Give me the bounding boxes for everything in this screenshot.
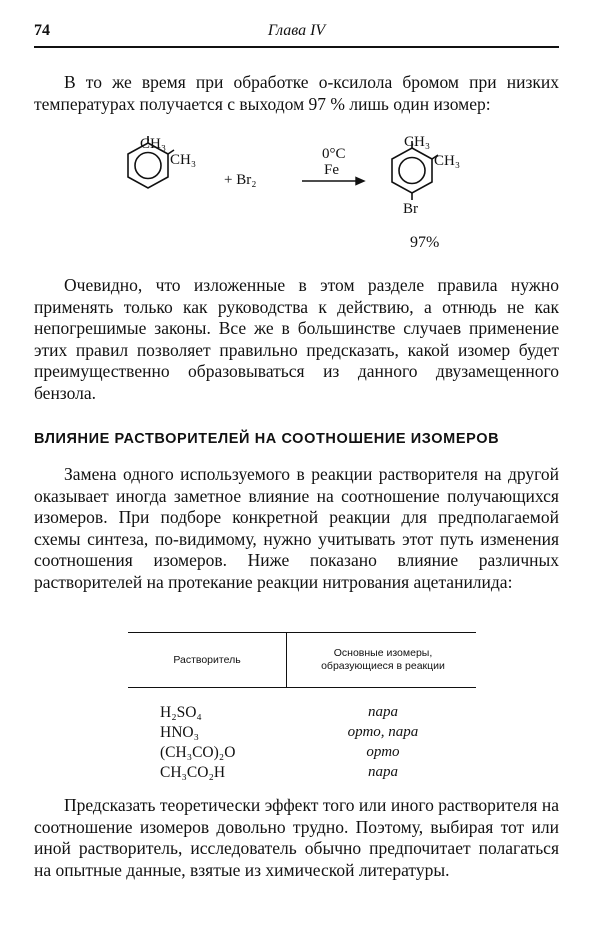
running-title: Глава IV [267, 22, 326, 39]
page-number: 74 [34, 22, 50, 39]
reactant-methyl-top: CH₃ [140, 136, 167, 152]
reagent-bromine: + Br₂ [224, 172, 257, 188]
reaction-yield: 97% [410, 234, 440, 251]
column-header-isomers-line2: образующиеся в реакции [321, 660, 445, 672]
paragraph-solvent: Замена одного используемого в реакции растворителя на другой оказывает иногда заметное влияние на соотношение получающихся изомеров. При подборе конкретной реакции для предполагаемой схемы синтеза, по-видимому, нужно учитывать этот путь изменения соотношения изомеров. Ниже показано влияние различных растворителей на протекание реакции нитрования ацетанилида: [34, 464, 559, 592]
table-row [128, 704, 476, 724]
column-header-isomers [288, 647, 478, 673]
table-row [128, 764, 476, 784]
product-methyl-side: CH₃ [434, 153, 461, 169]
table-row [128, 744, 476, 764]
page-header [34, 22, 559, 46]
table-top-rule [128, 632, 476, 633]
solvent-cell: CH₃CO₂H [160, 764, 226, 781]
reaction-structures [110, 130, 510, 250]
solvent-cell: (CH₃CO)₂O [160, 744, 236, 761]
isomer-cell: пара [368, 764, 398, 780]
reaction-arrow [302, 178, 364, 185]
bromination-reaction-scheme [110, 130, 510, 250]
product-methyl-top: CH₃ [404, 134, 431, 150]
product-bromo: Br [403, 201, 418, 217]
isomer-cell: орто, пара [347, 724, 419, 740]
paragraph-intro: В то же время при обработке о-ксилола бромом при низких температурах получается с выходом 97 % лишь один изомер: [34, 72, 559, 114]
condition-catalyst: Fe [324, 162, 339, 178]
table-row [128, 724, 476, 744]
table-header-rule [128, 687, 476, 688]
isomer-cell: пара [368, 704, 398, 720]
table-column-divider [286, 632, 287, 687]
table-body [128, 704, 476, 784]
paragraph-conclusion: Предсказать теоретически эффект того или иного растворителя на соотношение изомеров довольно трудно. Поэтому, выбирая тот или иной растворитель, исследователь обычно предпочитает полагаться на опытные данные, взятые из химической литературы. [34, 795, 559, 880]
paragraph-rules: Очевидно, что изложенные в этом разделе правила нужно применять только как руководства к действию, а отнюдь не как непогрешимые законы. Все же в большинстве случаев применение этих правил позволяет правильно предсказать, какой изомер будет преимущественно образовываться из данного двузамещенного бензола. [34, 275, 559, 403]
solvent-cell: HNO₃ [160, 724, 199, 741]
column-header-solvent: Растворитель [173, 654, 241, 666]
header-rule [34, 46, 559, 48]
solvent-cell: H₂SO₄ [160, 704, 202, 721]
condition-temperature: 0°C [322, 146, 346, 162]
isomer-cell: орто [366, 744, 400, 760]
section-heading: ВЛИЯНИЕ РАСТВОРИТЕЛЕЙ НА СООТНОШЕНИЕ ИЗОМЕРОВ [34, 431, 500, 447]
column-header-isomers-line1: Основные изомеры, [333, 647, 433, 659]
reactant-methyl-side: CH₃ [170, 152, 197, 168]
